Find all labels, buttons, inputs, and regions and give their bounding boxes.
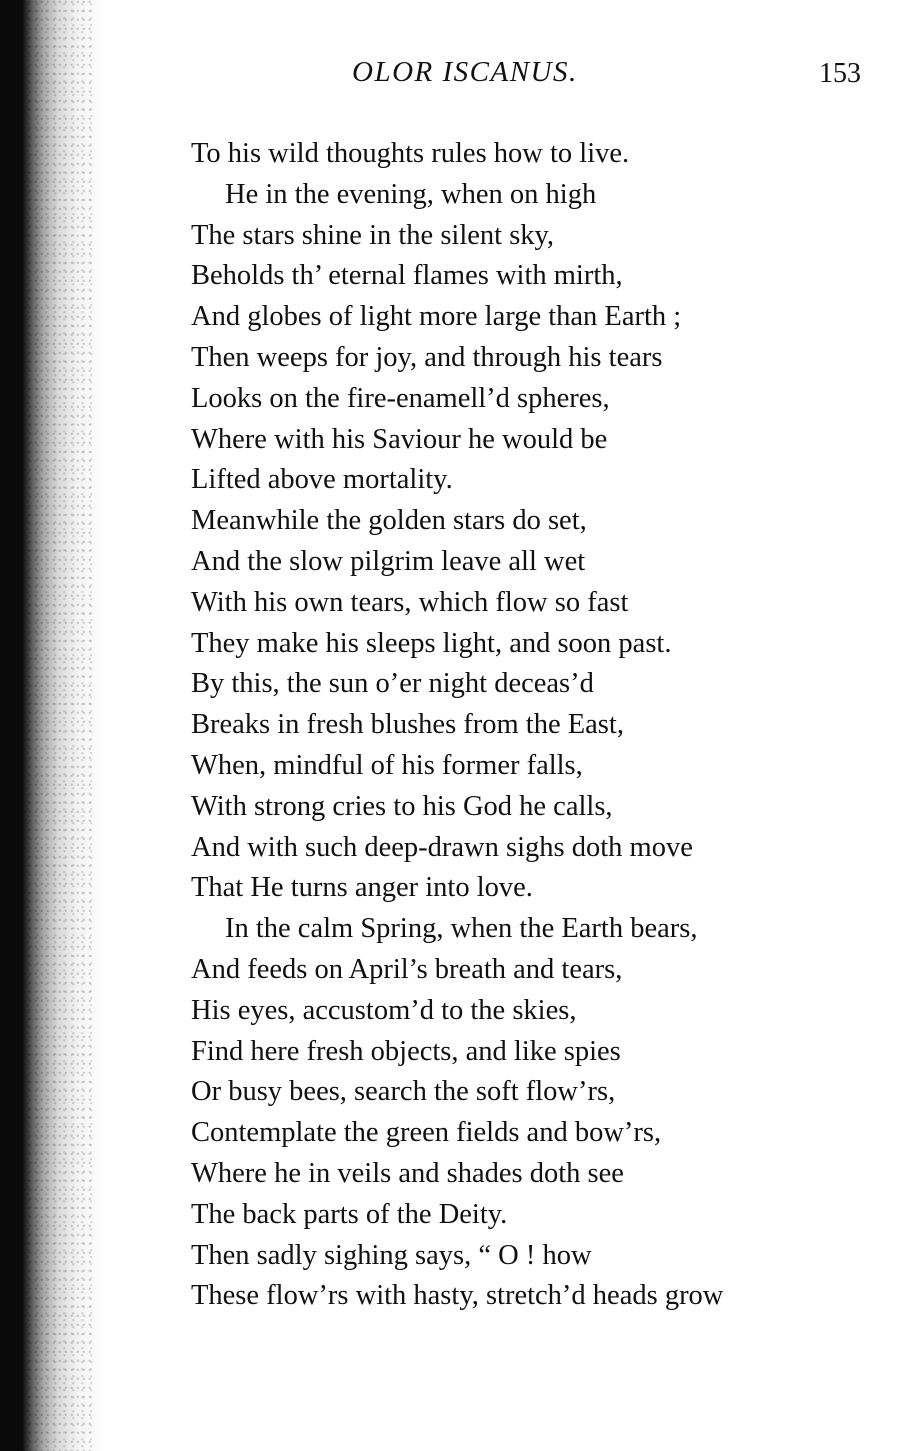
poem-line: His eyes, accustom’d to the skies, <box>191 994 577 1026</box>
poem-line: The stars shine in the silent sky, <box>191 219 555 251</box>
poem-line: And with such deep-drawn sighs doth move <box>191 831 693 863</box>
poem-line: And the slow pilgrim leave all wet <box>191 545 586 577</box>
poem-line: In the calm Spring, when the Earth bears, <box>225 913 698 945</box>
poem-line: Beholds th’ eternal flames with mirth, <box>191 260 623 292</box>
poem-text <box>191 134 881 1317</box>
page-number: 153 <box>819 58 861 89</box>
page-header <box>0 56 909 100</box>
poem-line: Where with his Saviour he would be <box>191 423 608 455</box>
poem-line: And globes of light more large than Earth ; <box>191 301 682 333</box>
poem-line: Then sadly sighing says, “ O ! how <box>191 1239 592 1271</box>
poem-line: These flow’rs with hasty, stretch’d heads grow <box>191 1280 724 1312</box>
poem-line: They make his sleeps light, and soon past. <box>191 627 672 659</box>
poem-line: Where he in veils and shades doth see <box>191 1157 624 1189</box>
poem-line: Meanwhile the golden stars do set, <box>191 505 587 537</box>
running-title: OLOR ISCANUS. <box>352 56 578 88</box>
poem-line: Contemplate the green fields and bow’rs, <box>191 1117 662 1149</box>
poem-line: With strong cries to his God he calls, <box>191 790 613 822</box>
poem-line: Looks on the fire-enamell’d spheres, <box>191 382 610 414</box>
poem-line: Find here fresh objects, and like spies <box>191 1035 621 1067</box>
poem-line: Then weeps for joy, and through his tears <box>191 341 663 373</box>
poem-line: That He turns anger into love. <box>191 872 533 904</box>
poem-line: Or busy bees, search the soft flow’rs, <box>191 1076 616 1108</box>
poem-line: The back parts of the Deity. <box>191 1198 508 1230</box>
poem-line: To his wild thoughts rules how to live. <box>191 138 630 169</box>
poem-line: Breaks in fresh blushes from the East, <box>191 709 624 741</box>
poem-line: He in the evening, when on high <box>225 178 597 210</box>
poem-line: And feeds on April’s breath and tears, <box>191 953 623 985</box>
poem-line: By this, the sun o’er night deceas’d <box>191 668 594 700</box>
poem-line: When, mindful of his former falls, <box>191 749 583 781</box>
poem-line: With his own tears, which flow so fast <box>191 586 629 618</box>
binding-shadow-texture <box>22 0 92 1451</box>
poem-line: Lifted above mortality. <box>191 464 453 496</box>
